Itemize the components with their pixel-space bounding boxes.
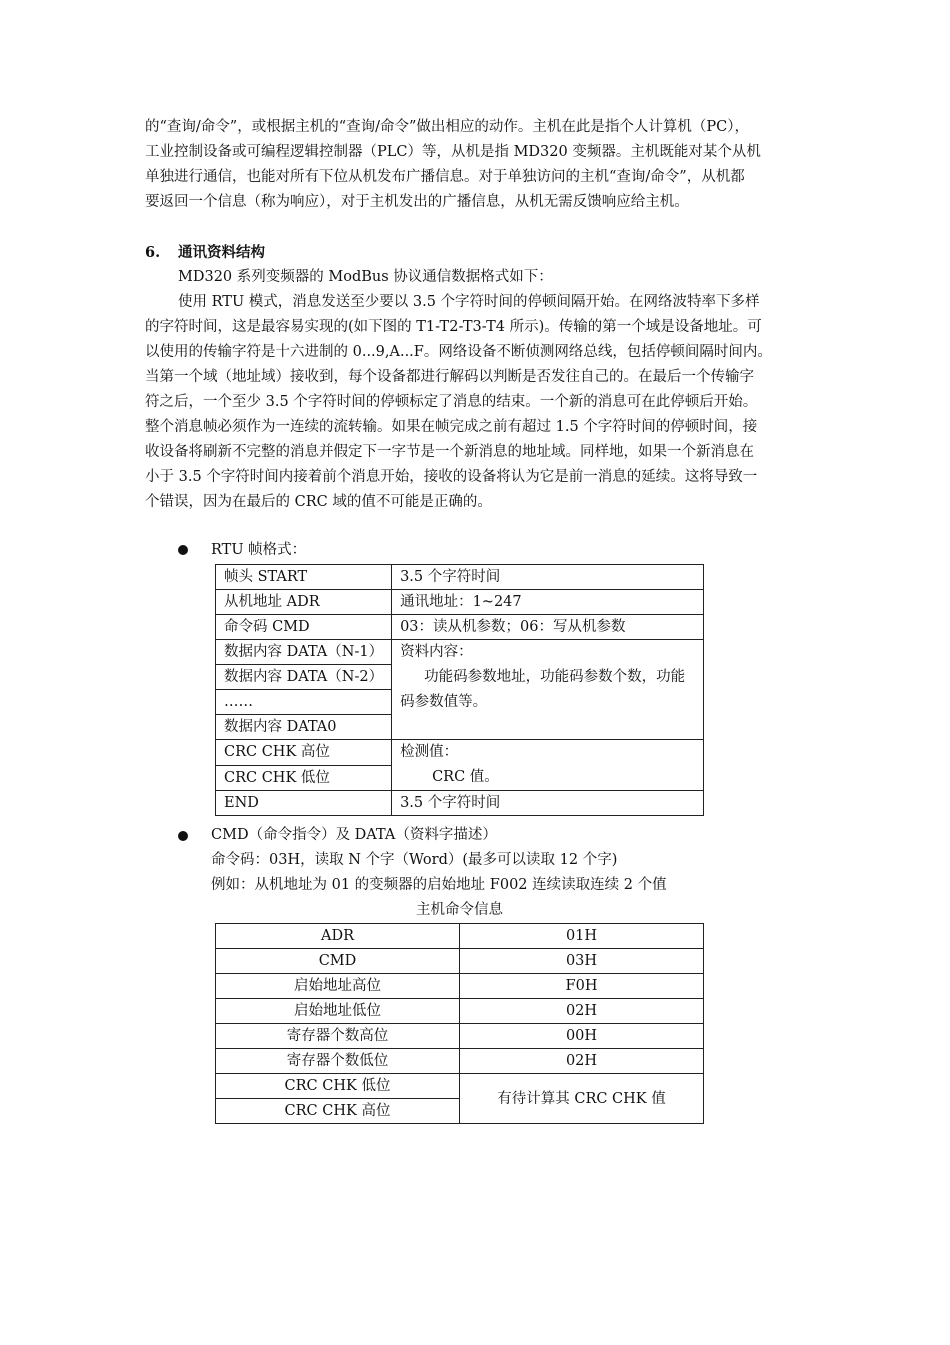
table-cell: 数据内容 DATA（N-2） — [216, 665, 392, 690]
intro-line: 的“查询/命令”，或根据主机的“查询/命令”做出相应的动作。主机在此是指个人计算机（PC）， — [145, 119, 750, 135]
table-row — [216, 615, 704, 640]
table-cell: …… — [216, 690, 392, 715]
data-description-cell — [392, 640, 704, 740]
table-cell: ADR — [216, 924, 460, 949]
table-cell: 00H — [460, 1024, 704, 1049]
table-cell: 启始地址高位 — [216, 974, 460, 999]
crc-desc-body: CRC 值。 — [432, 769, 499, 785]
data-desc-body: 功能码参数地址，功能码参数个数，功能码参数值等。 — [400, 669, 686, 710]
table-cell: CRC CHK 高位 — [216, 740, 392, 766]
paragraph-line: 的字符时间，这是最容易实现的(如下图的 T1-T2-T3-T4 所示)。传输的第一个域是设备地址。可 — [145, 319, 762, 335]
paragraph-line: 个错误，因为在最后的 CRC 域的值不可能是正确的。 — [145, 494, 492, 510]
table-cell: 命令码 CMD — [216, 615, 392, 640]
table-cell: 3.5 个字符时间 — [392, 565, 704, 590]
crc-value-cell: 有待计算其 CRC CHK 值 — [460, 1074, 704, 1124]
cmd-example-line: 例如：从机地址为 01 的变频器的启始地址 F002 连续读取连续 2 个值 — [211, 877, 667, 893]
paragraph-line: 小于 3.5 个字符时间内接着前个消息开始，接收的设备将认为它是前一消息的延续。这将导致一 — [145, 469, 758, 485]
table-cell: END — [216, 791, 392, 816]
table-row — [216, 640, 704, 665]
table-row — [216, 999, 704, 1024]
paragraph-line: 使用 RTU 模式，消息发送至少要以 3.5 个字符时间的停顿间隔开始。在网络波特率下多样 — [178, 294, 760, 310]
bullet-icon — [178, 831, 188, 841]
section-title: 通讯资料结构 — [178, 244, 265, 261]
table-cell: 02H — [460, 999, 704, 1024]
intro-line: 单独进行通信，也能对所有下位从机发布广播信息。对于单独访问的主机“查询/命令”，从机都 — [145, 169, 745, 185]
host-command-table — [215, 923, 704, 1124]
table-cell: CMD — [216, 949, 460, 974]
table-row — [216, 949, 704, 974]
table-cell: 03H — [460, 949, 704, 974]
table-row — [216, 924, 704, 949]
table-cell: CRC CHK 高位 — [216, 1099, 460, 1124]
table-caption: 主机命令信息 — [416, 902, 503, 918]
crc-description-cell — [392, 740, 704, 791]
table-row — [216, 565, 704, 590]
paragraph-line: 当第一个域（地址域）接收到，每个设备都进行解码以判断是否发往自己的。在最后一个传输字 — [145, 369, 754, 385]
table-cell: 3.5 个字符时间 — [392, 791, 704, 816]
table-cell: CRC CHK 低位 — [216, 765, 392, 791]
cmd-bullet-label: CMD（命令指令）及 DATA（资料字描述） — [211, 827, 497, 843]
table-row — [216, 791, 704, 816]
table-cell: 通讯地址：1~247 — [392, 590, 704, 615]
crc-desc-title: 检测值： — [400, 744, 459, 760]
table-cell: 数据内容 DATA0 — [216, 715, 392, 740]
paragraph-line: 收设备将刷新不完整的消息并假定下一字节是一个新消息的地址域。同样地，如果一个新消息在 — [145, 444, 754, 460]
table-cell: F0H — [460, 974, 704, 999]
paragraph-line: 以使用的传输字符是十六进制的 0...9,A...F。网络设备不断侦测网络总线，包括停顿间隔时间内。 — [145, 344, 772, 360]
bullet-icon — [178, 545, 188, 555]
table-cell: 启始地址低位 — [216, 999, 460, 1024]
cmd-line: 命令码：03H，读取 N 个字（Word）(最多可以读取 12 个字) — [211, 852, 618, 868]
paragraph-line: 整个消息帧必须作为一连续的流转输。如果在帧完成之前有超过 1.5 个字符时间的停顿时间，接 — [145, 419, 758, 435]
table-row — [216, 1074, 704, 1099]
table-cell: 从机地址 ADR — [216, 590, 392, 615]
table-cell: 寄存器个数高位 — [216, 1024, 460, 1049]
table-cell: 数据内容 DATA（N-1） — [216, 640, 392, 665]
table-row — [216, 974, 704, 999]
section-heading — [145, 240, 265, 265]
table-row — [216, 740, 704, 766]
section-number: 6. — [145, 244, 161, 261]
table-cell: 02H — [460, 1049, 704, 1074]
table-cell: 帧头 START — [216, 565, 392, 590]
rtu-bullet-label: RTU 帧格式： — [211, 542, 307, 558]
table-row — [216, 590, 704, 615]
intro-line: 工业控制设备或可编程逻辑控制器（PLC）等，从机是指 MD320 变频器。主机既能对某个从机 — [145, 144, 761, 160]
table-row — [216, 1024, 704, 1049]
table-row — [216, 1049, 704, 1074]
table-cell: 03：读从机参数；06：写从机参数 — [392, 615, 704, 640]
data-desc-title: 资料内容： — [400, 644, 473, 660]
paragraph-line: 符之后，一个至少 3.5 个字符时间的停顿标定了消息的结束。一个新的消息可在此停顿后开始。 — [145, 394, 758, 410]
format-line: MD320 系列变频器的 ModBus 协议通信数据格式如下： — [178, 269, 553, 285]
intro-line: 要返回一个信息（称为响应），对于主机发出的广播信息，从机无需反馈响应给主机。 — [145, 194, 689, 210]
table-cell: CRC CHK 低位 — [216, 1074, 460, 1099]
table-cell: 01H — [460, 924, 704, 949]
table-cell: 寄存器个数低位 — [216, 1049, 460, 1074]
rtu-frame-table — [215, 564, 704, 816]
